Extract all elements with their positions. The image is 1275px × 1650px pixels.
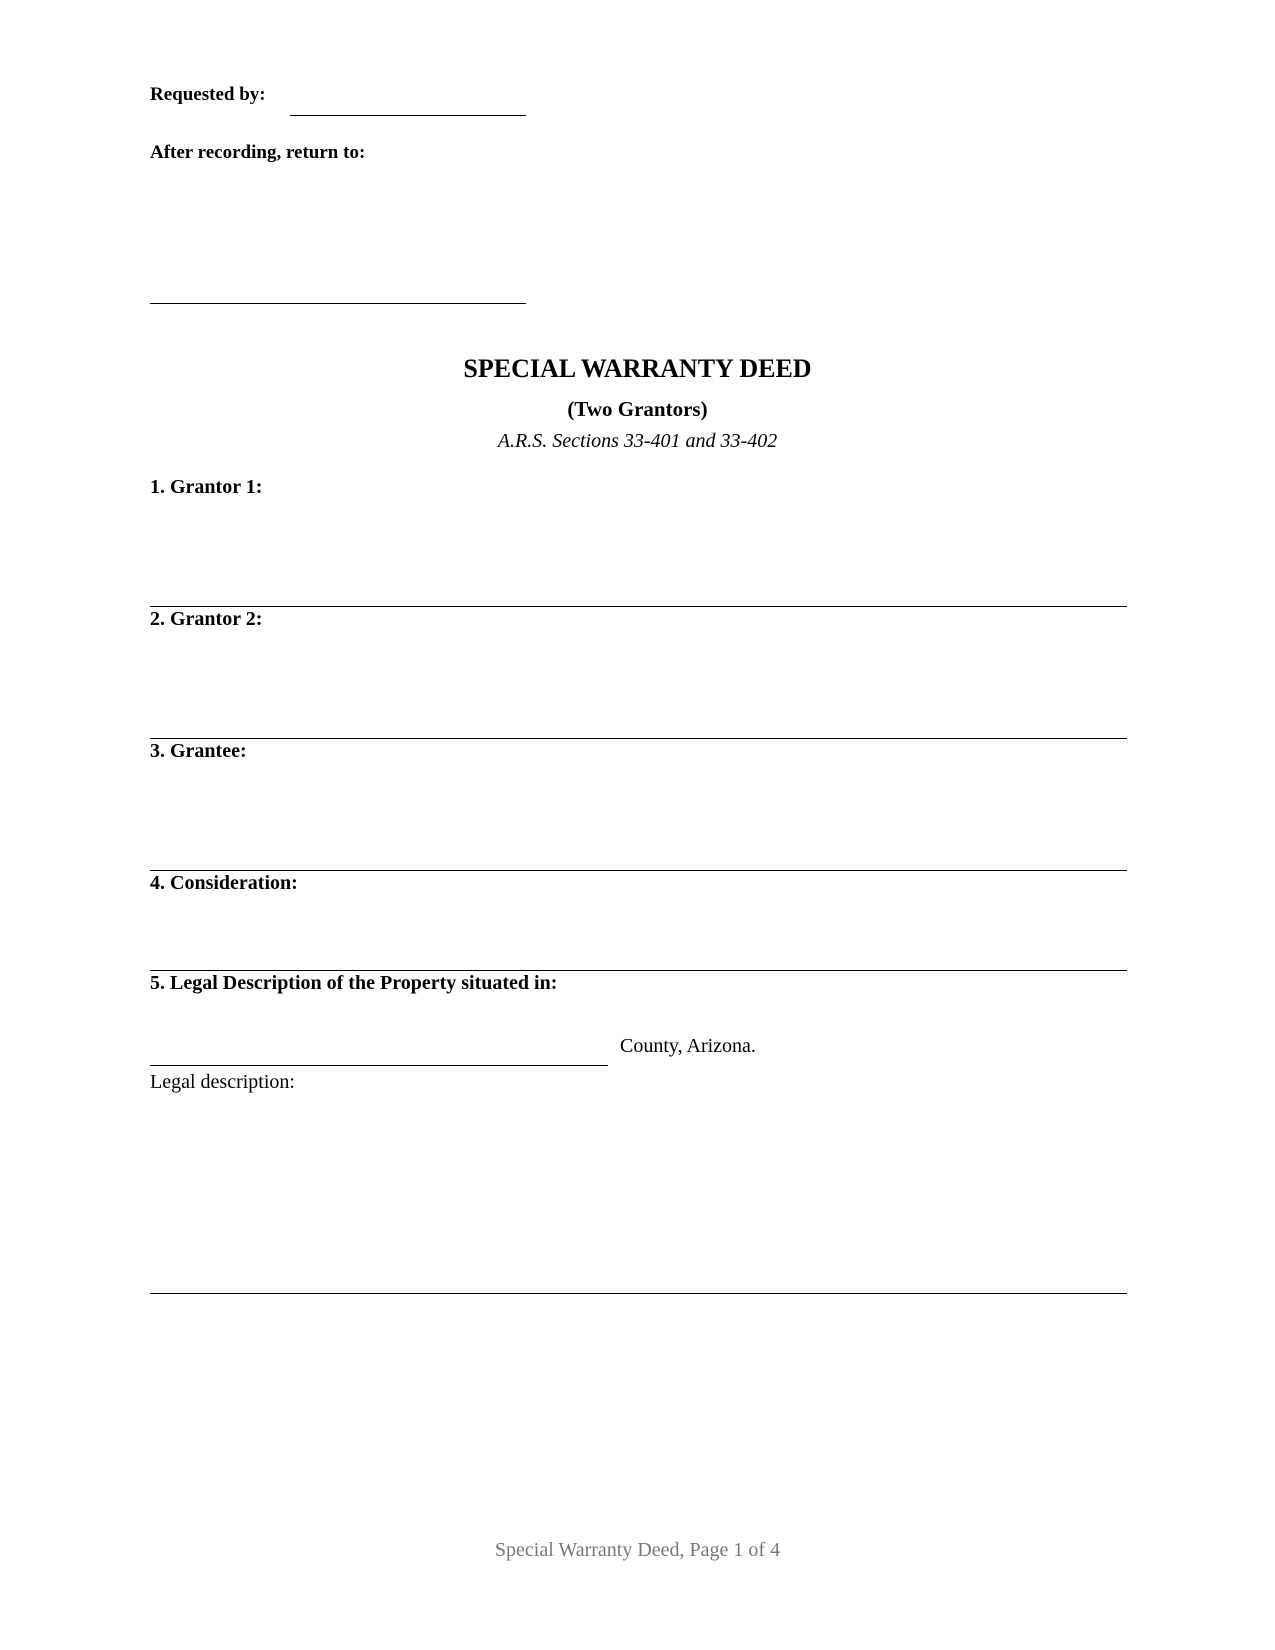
document-subtitle: (Two Grantors) [567,397,708,421]
consideration-label: 4. Consideration: [150,872,298,894]
grantor2-field[interactable] [150,738,1127,739]
grantor1-label: 1. Grantor 1: [150,476,263,498]
requested-by-label: Requested by: [150,84,266,105]
document-title: SPECIAL WARRANTY DEED [463,354,812,383]
grantee-label: 3. Grantee: [150,740,247,762]
return-to-label: After recording, return to: [150,142,366,163]
county-suffix: County, Arizona. [620,1035,756,1057]
grantor2-label: 2. Grantor 2: [150,608,263,630]
grantor1-field[interactable] [150,606,1127,607]
legal-description-heading: 5. Legal Description of the Property situated in: [150,972,558,994]
page-footer: Special Warranty Deed, Page 1 of 4 [494,1539,781,1561]
legal-description-label: Legal description: [150,1071,295,1093]
statute-reference: A.R.S. Sections 33-401 and 33-402 [497,430,778,452]
return-to-field[interactable] [150,303,526,304]
county-field[interactable] [150,1065,608,1066]
legal-description-field[interactable] [150,1293,1127,1294]
requested-by-field[interactable] [290,115,526,116]
